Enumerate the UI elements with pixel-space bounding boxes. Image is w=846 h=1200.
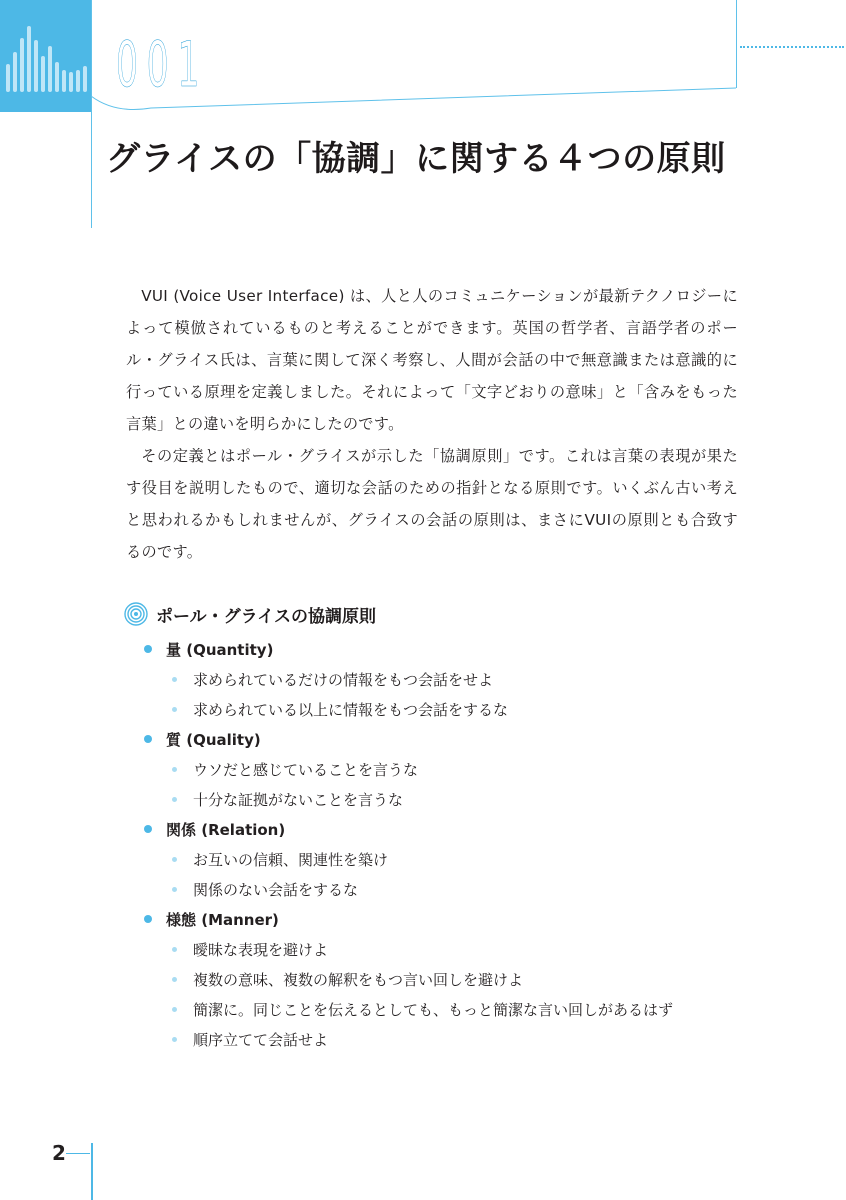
maxim-text: 複数の意味、複数の解釈をもつ言い回しを避けよ xyxy=(193,970,524,989)
maxims-list xyxy=(140,934,760,1054)
maxim-item xyxy=(140,694,760,724)
maxim-text: 求められている以上に情報をもつ会話をするな xyxy=(193,700,509,719)
page-title: グライスの「協調」に関する４つの原則 xyxy=(106,139,726,179)
principle-name: 質 (Quality) xyxy=(166,730,261,749)
maxim-item xyxy=(140,934,760,964)
section-heading-label: ポール・グライスの協調原則 xyxy=(156,606,376,627)
sub-bullet-icon xyxy=(172,797,177,802)
footer-rule xyxy=(66,1153,90,1154)
maxim-item xyxy=(140,1024,760,1054)
sub-bullet-icon xyxy=(172,1037,177,1042)
sub-bullet-icon xyxy=(172,767,177,772)
sub-bullet-icon xyxy=(172,857,177,862)
bullet-icon xyxy=(144,915,152,923)
body-text xyxy=(126,280,738,568)
sub-bullet-icon xyxy=(172,677,177,682)
header-right-rule xyxy=(736,0,737,88)
bullet-icon xyxy=(144,645,152,653)
bullet-icon xyxy=(144,735,152,743)
principle-name: 様態 (Manner) xyxy=(166,910,279,929)
principle-item xyxy=(140,724,760,814)
maxim-item xyxy=(140,964,760,994)
paragraph: VUI (Voice User Interface) は、人と人のコミュニケーションが最新テクノロジーによって模倣されているものと考えることができます。英国の哲学者、言語学者のポール・グライス氏は、言葉に関して深く考察し、人間が会話の中で無意識または意識的に行っている原理を定義しました。それによって「文字どおりの意味」と「含みをもった言葉」との違いを明らかにしたのです。 xyxy=(126,287,738,433)
bullet-icon xyxy=(144,825,152,833)
maxim-item xyxy=(140,754,760,784)
maxim-text: お互いの信頼、関連性を築け xyxy=(193,850,389,869)
principle-item xyxy=(140,634,760,724)
sub-bullet-icon xyxy=(172,707,177,712)
principle-name: 関係 (Relation) xyxy=(166,820,286,839)
concentric-circles-icon xyxy=(124,602,148,626)
maxim-item xyxy=(140,664,760,694)
footer-vertical-rule xyxy=(91,1143,93,1200)
chapter-number: 001 xyxy=(116,28,209,101)
maxim-text: 十分な証拠がないことを言うな xyxy=(193,790,404,809)
sub-bullet-icon xyxy=(172,947,177,952)
maxim-item xyxy=(140,994,760,1024)
maxims-list xyxy=(140,754,760,814)
principle-name: 量 (Quantity) xyxy=(166,640,274,659)
maxim-item xyxy=(140,874,760,904)
sub-bullet-icon xyxy=(172,977,177,982)
sound-wave-icon xyxy=(0,0,91,112)
maxims-list xyxy=(140,844,760,904)
sound-wave-block xyxy=(0,0,91,112)
maxim-item xyxy=(140,844,760,874)
maxim-text: 順序立てて会話せよ xyxy=(193,1030,329,1049)
sub-bullet-icon xyxy=(172,1007,177,1012)
maxim-text: 簡潔に。同じことを伝えるとしても、もっと簡潔な言い回しがあるはず xyxy=(193,1000,674,1019)
paragraph: その定義とはポール・グライスが示した「協調原則」です。これは言葉の表現が果たす役目を説明したもので、適切な会話のための指針となる原則です。いくぶん古い考えと思われるかもしれませんが、グライスの会話の原則は、まさにVUIの原則とも合致するのです。 xyxy=(126,447,738,561)
section-heading xyxy=(124,600,376,628)
maxim-text: ウソだと感じていることを言うな xyxy=(193,760,419,779)
maxim-text: 関係のない会話をするな xyxy=(193,880,359,899)
sub-bullet-icon xyxy=(172,887,177,892)
maxim-text: 曖昧な表現を避けよ xyxy=(193,940,329,959)
principle-item xyxy=(140,904,760,1054)
maxims-list xyxy=(140,664,760,724)
page-number: 2 xyxy=(52,1141,66,1165)
header-dotted-rule xyxy=(740,46,844,48)
principles-list xyxy=(140,634,760,1054)
maxim-item xyxy=(140,784,760,814)
maxim-text: 求められているだけの情報をもつ会話をせよ xyxy=(193,670,494,689)
principle-item xyxy=(140,814,760,904)
